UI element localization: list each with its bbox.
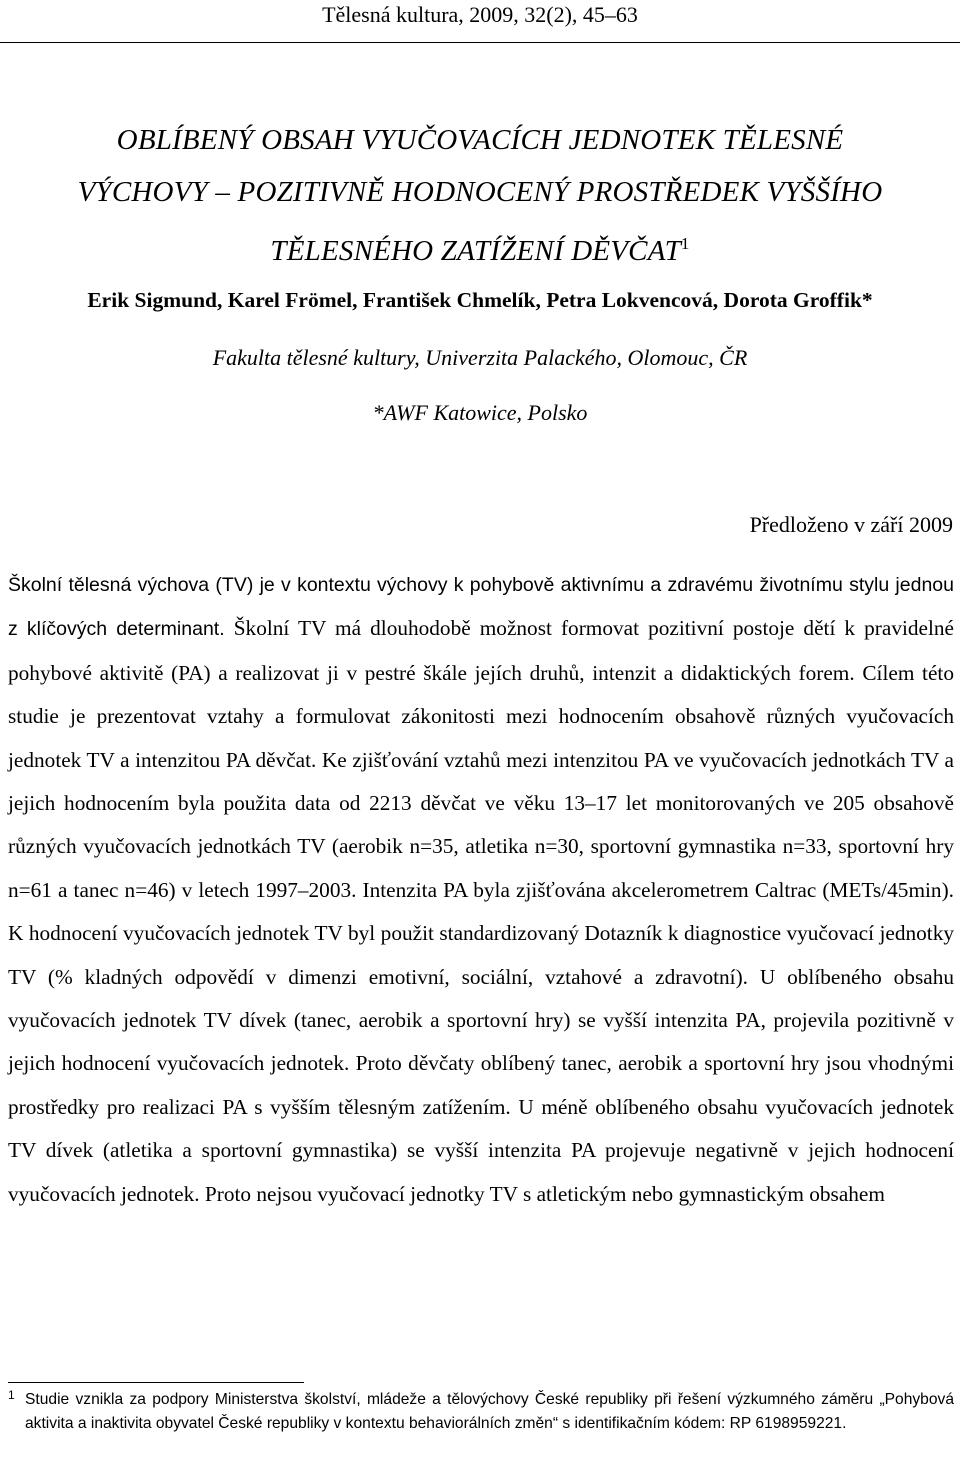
article-title bbox=[0, 114, 960, 277]
affiliation-secondary: *AWF Katowice, Polsko bbox=[372, 400, 588, 425]
footnote-text: Studie vznikla za podpory Ministerstva školství, mládeže a tělovýchovy České republiky při řešení výzkumného záměru „Pohybová aktivita a inaktivita obyvatel České republiky v kontextu behaviorálních změn“ s identifikačním kódem: RP 6198959221. bbox=[25, 1391, 954, 1432]
footnote bbox=[8, 1388, 954, 1435]
abstract-lead: Školní tělesná výchova (TV) je v kontextu výchovy k pohybově aktivnímu a zdravému životnímu stylu jednou z klíčových determinant. bbox=[8, 574, 954, 641]
submission-date: Předloženo v září 2009 bbox=[749, 512, 953, 537]
header-rule bbox=[0, 42, 960, 43]
title-footnote-mark: 1 bbox=[680, 234, 690, 253]
title-line-1: OBLÍBENÝ OBSAH VYUČOVACÍCH JEDNOTEK TĚLESNÉ bbox=[116, 124, 844, 156]
abstract-body: Školní TV má dlouhodobě možnost formovat pozitivní postoje dětí k pravidelné pohybové aktivitě (PA) a realizovat ji v pestré škále jejích druhů, intenzit a didaktických forem. Cílem této studie je prezentovat vztahy a formulovat zákonitosti mezi hodnocením obsahově různých vyučovacích jednotek TV a intenzitou PA děvčat. Ke zjišťování vztahů mezi intenzitou PA ve vyučovacích jednotkách TV a jejich hodnocením byla použita data od 2213 děvčat ve věku 13–17 let monitorovaných ve 205 obsahově různých vyučovacích jednotkách TV (aerobik n=35, atletika n=30, sportovní gymnastika n=33, sportovní hry n=61 a tanec n=46) v letech 1997–2003. Intenzita PA byla zjišťována akcelerometrem Caltrac (METs/45min). K hodnocení vyučovacích jednotek TV byl použit standardizovaný Dotazník k diagnostice vyučovací jednotky TV (% kladných odpovědí v dimenzi emotivní, sociální, vztahové a zdravotní). U oblíbeného obsahu vyučovacích jednotek TV dívek (tanec, aerobik a sportovní hry) se vyšší intenzita PA, projevila pozitivně v jejich hodnocení vyučovacích jednotek. Proto děvčaty oblíbený tanec, aerobik a sportovní hry jsou vhodnými prostředky pro realizaci PA s vyšším tělesným zatížením. U méně oblíbeného obsahu vyučovacích jednotek TV dívek (atletika a sportovní gymnastika) se vyšší intenzita PA projevuje negativně v jejich hodnocení vyučovacích jednotek. Proto nejsou vyučovací jednotky TV s atletickým nebo gymnastickým obsahem bbox=[8, 616, 955, 1206]
title-line-2: VÝCHOVY – POZITIVNĚ HODNOCENÝ PROSTŘEDEK VYŠŠÍHO bbox=[77, 176, 883, 208]
journal-citation: Tělesná kultura, 2009, 32(2), 45–63 bbox=[322, 2, 638, 27]
affiliation-primary: Fakulta tělesné kultury, Univerzita Palackého, Olomouc, ČR bbox=[212, 345, 748, 370]
footnote-mark: 1 bbox=[8, 1388, 15, 1402]
author-list: Erik Sigmund, Karel Frömel, František Chmelík, Petra Lokvencová, Dorota Groffik* bbox=[87, 288, 873, 312]
title-line-3 bbox=[0, 218, 960, 277]
footnote-rule bbox=[8, 1382, 304, 1383]
abstract-paragraph bbox=[8, 563, 954, 1216]
title-line-3-text: TĚLESNÉHO ZATÍŽENÍ DĚVČAT bbox=[270, 235, 681, 267]
